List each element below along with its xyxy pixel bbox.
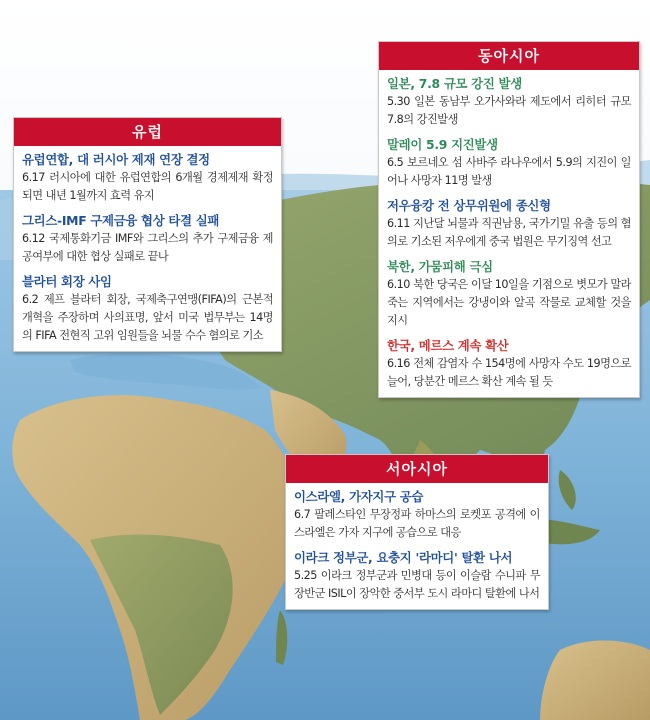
east-asia-panel xyxy=(378,41,640,398)
news-text: 6.7 팔레스타인 무장정파 하마스의 로켓포 공격에 이스라엘은 가자 지구에 공습으로 대응 xyxy=(294,508,540,539)
news-title: 일본, 7.8 규모 강진 발생 xyxy=(387,76,522,91)
news-item xyxy=(294,487,540,542)
news-item xyxy=(387,135,631,190)
news-title: 북한, 가뭄피해 극심 xyxy=(387,259,493,274)
news-text: 6.16 전체 감염자 수 154명에 사망자 수도 19명으로 늘어, 당분간 메르스 확산 계속 될 듯 xyxy=(387,357,631,388)
news-title: 블라터 회장 사임 xyxy=(22,274,112,289)
west-asia-items xyxy=(286,483,548,609)
news-item xyxy=(387,74,631,129)
news-title: 그리스-IMF 구제금융 협상 타결 실패 xyxy=(22,213,220,228)
news-item xyxy=(294,548,540,603)
news-title: 이스라엘, 가자지구 공습 xyxy=(294,489,424,504)
news-text: 6.11 지난달 뇌물과 직권남용, 국가기밀 유출 등의 혐의로 기소된 저우에게 중국 법원은 무기징역 선고 xyxy=(387,217,631,248)
news-item xyxy=(22,211,273,266)
europe-panel xyxy=(13,117,282,352)
east-asia-header: 동아시아 xyxy=(379,42,639,70)
europe-header: 유럽 xyxy=(14,118,281,146)
east-asia-items xyxy=(379,70,639,397)
news-text: 6.12 국제통화기금 IMF와 그리스의 추가 구제금융 제공여부에 대한 협상 실패로 끝나 xyxy=(22,232,273,263)
west-asia-panel xyxy=(285,454,549,610)
news-title: 한국, 메르스 계속 확산 xyxy=(387,338,509,353)
news-text: 6.17 러시아에 대한 유럽연합의 6개월 경제제재 확정되면 내년 1월까지 효력 유지 xyxy=(22,171,273,202)
news-item xyxy=(22,272,273,345)
news-text: 6.2 제프 블라터 회장, 국제축구연맹(FIFA)의 근본적 개혁을 주장하며 사의표명, 앞서 미국 법무부는 14명의 FIFA 전현직 고위 임원들을 뇌물 수수 혐의로 기소 xyxy=(22,293,273,342)
europe-items xyxy=(14,146,281,351)
news-item xyxy=(387,196,631,251)
news-title: 저우융캉 전 상무위원에 종신형 xyxy=(387,198,551,213)
news-item xyxy=(22,150,273,205)
west-asia-header: 서아시아 xyxy=(286,455,548,483)
news-text: 5.30 일본 동남부 오가사와라 제도에서 리히터 규모 7.8의 강진발생 xyxy=(387,95,631,126)
news-title: 말레이 5.9 지진발생 xyxy=(387,137,498,152)
news-text: 6.10 북한 당국은 이달 10일을 기점으로 볏모가 말라 죽는 지역에서는 강냉이와 알곡 작물로 교체할 것을 지시 xyxy=(387,278,631,327)
news-text: 6.5 보르네오 섬 사바주 라나우에서 5.9의 지진이 일어나 사망자 11명 발생 xyxy=(387,156,631,187)
news-item xyxy=(387,336,631,391)
news-title: 이라크 정부군, 요충지 '라마디' 탈환 나서 xyxy=(294,550,513,565)
news-text: 5.25 이라크 정부군과 민병대 등이 이슬람 수니파 무장반군 ISIL이 장악한 중서부 도시 라마디 탈환에 나서 xyxy=(294,569,540,600)
news-title: 유럽연합, 대 러시아 제재 연장 결정 xyxy=(22,152,210,167)
news-item xyxy=(387,257,631,330)
